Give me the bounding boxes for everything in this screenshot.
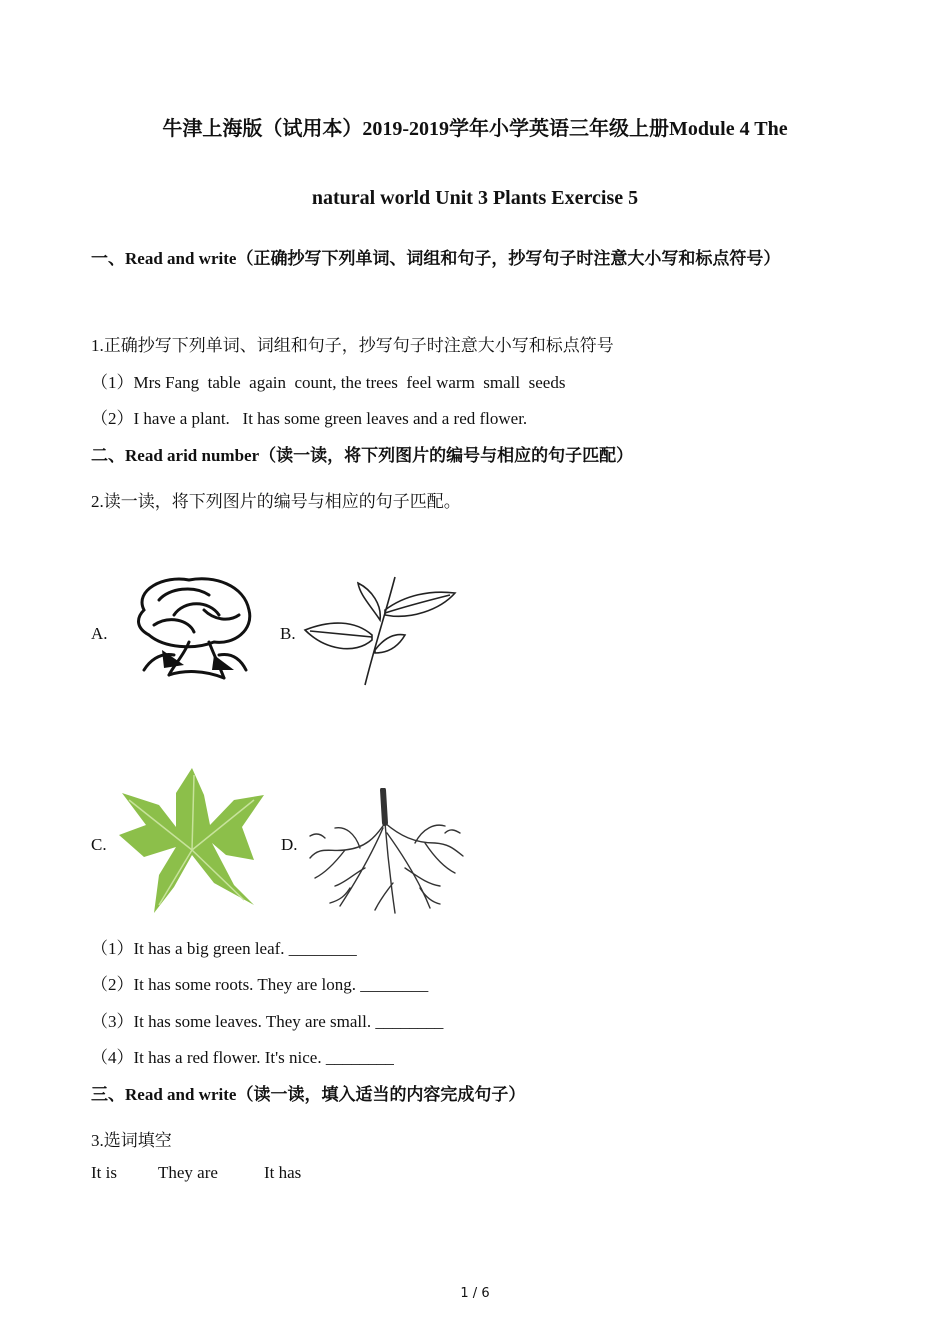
word-option-1: It is [91,1163,117,1182]
roots-icon [305,788,465,918]
q2-item-4: （4）It has a red flower. It's nice. ________ [91,1048,394,1067]
rose-icon [114,570,264,688]
q1-item-1: （1）Mrs Fang table again count, the trees feel warm small seeds [91,373,566,392]
q2-item-1: （1）It has a big green leaf. ________ [91,939,357,958]
word-option-3: It has [264,1163,302,1182]
q2-title: 2.读一读，将下列图片的编号与相应的句子匹配。 [91,492,461,511]
q2-item-2: （2）It has some roots. They are long. ________ [91,975,429,994]
page-title-line2: natural world Unit 3 Plants Exercise 5 [311,187,639,209]
word-option-2: They are [158,1163,218,1182]
q1-item-2: （2）I have a plant. It has some green leaves and a red flower. [91,409,528,428]
q3-title: 3.选词填空 [91,1131,172,1150]
section3-heading: 三、Read and write（读一读，填入适当的内容完成句子） [91,1085,526,1104]
leafy-branch-icon [300,575,460,687]
picture-d-label: D. [281,835,298,854]
q1-title: 1.正确抄写下列单词、词组和句子，抄写句子时注意大小写和标点符号 [91,336,614,355]
section2-heading: 二、Read arid number（读一读，将下列图片的编号与相应的句子匹配） [91,446,634,465]
maple-leaf-icon [114,765,266,917]
picture-a-label: A. [91,624,108,643]
q2-item-3: （3）It has some leaves. They are small. ________ [91,1012,444,1031]
picture-c-label: C. [91,835,107,854]
picture-b-label: B. [280,624,296,643]
section1-heading: 一、Read and write（正确抄写下列单词、词组和句子，抄写句子时注意大小写和标点符号） [91,249,781,268]
page-title-line1: 牛津上海版（试用本）2019-2019学年小学英语三年级上册Module 4 The [162,118,788,140]
page-number: 1 / 6 [460,1286,490,1301]
